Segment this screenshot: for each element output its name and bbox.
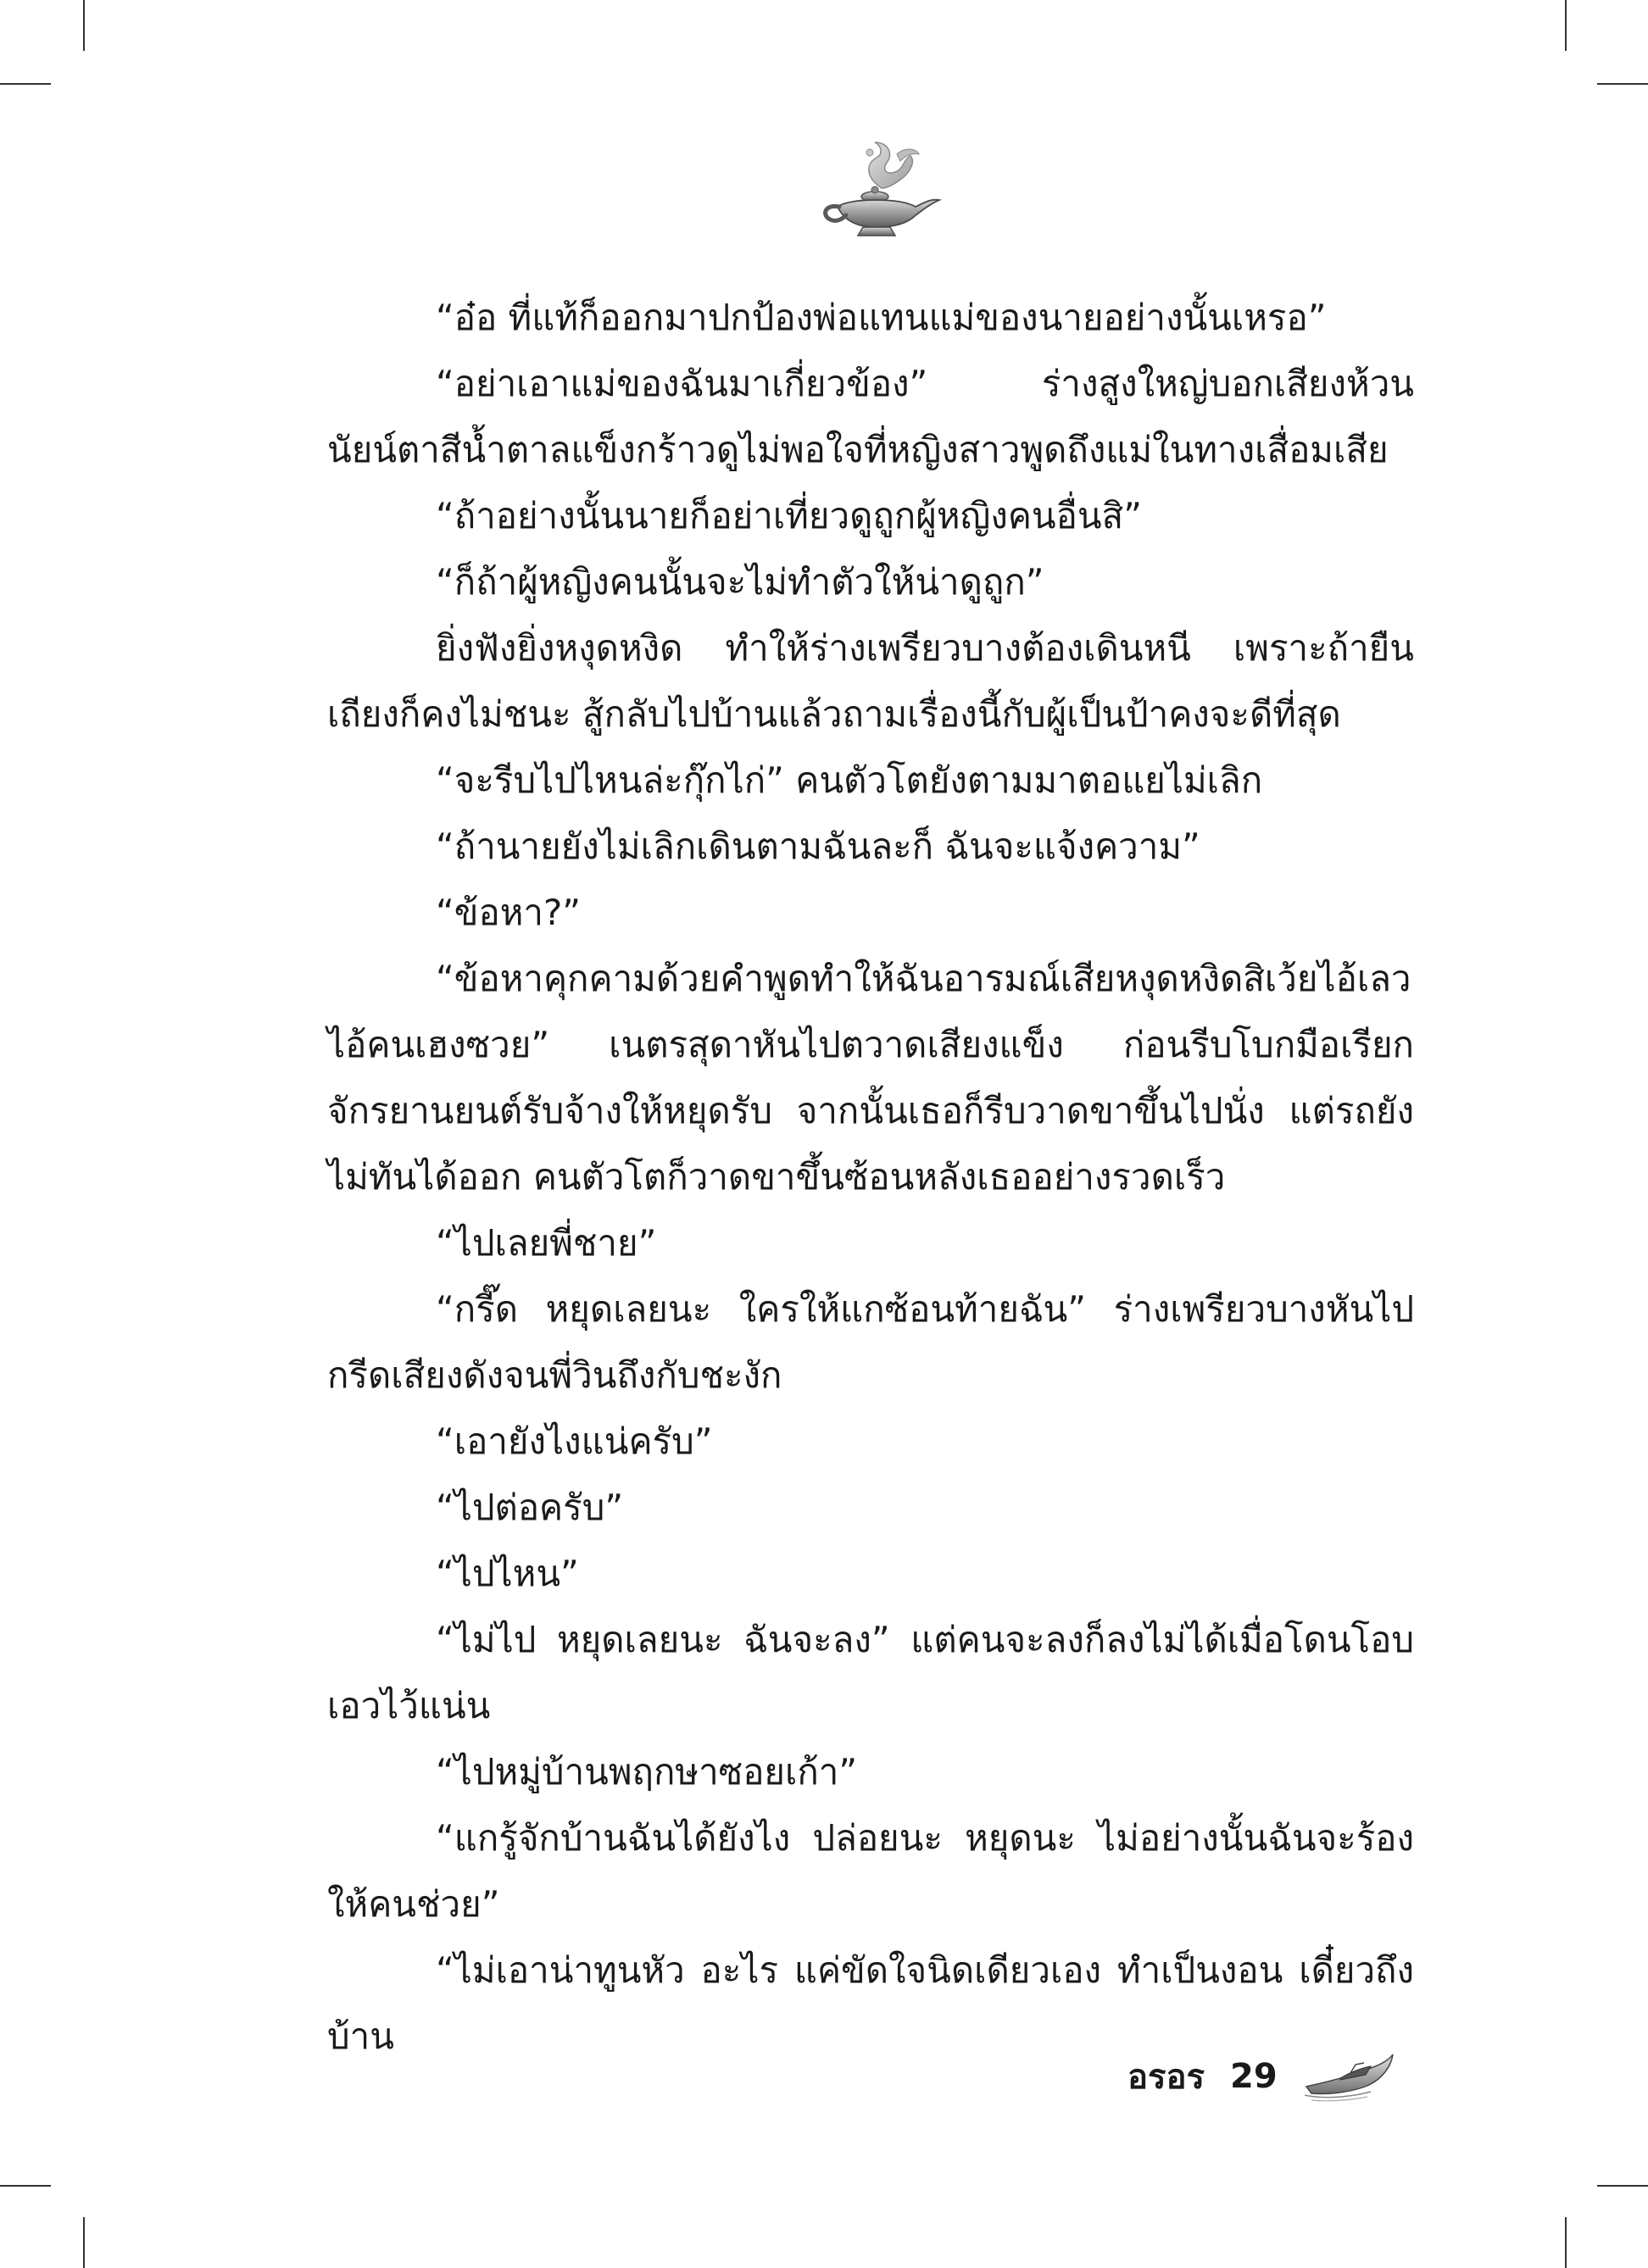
paragraph: “ไปเลยพี่ชาย”	[436, 1222, 657, 1264]
crop-mark-bottom-left	[83, 2217, 85, 2268]
paragraph: “ถ้าอย่างนั้นนายก็อย่าเที่ยวดูถูกผู้หญิงคนอื่นสิ”	[436, 495, 1142, 536]
page-number: 29	[1230, 2057, 1278, 2096]
paragraph: “ข้อหาคุกคามด้วยคำพูดทำให้ฉันอารมณ์เสียหงุดหงิดสิเว้ยไอ้เลวไอ้คนเฮงซวย” เนตรสุดาหันไปตวาดเสียงแข็ง ก่อนรีบโบกมือเรียกจักรยานยนต์รับจ้างให้หยุดรับ จากนั้นเธอก็รีบวาดขาขึ้นไปนั่ง แต่รถยังไม่ทันได้ออก คนตัวโตก็วาดขาขึ้นซ้อนหลังเธออย่างรวดเร็ว	[327, 958, 1414, 1198]
paragraph: “จะรีบไปไหนล่ะกุ๊กไก่” คนตัวโตยังตามมาตอแยไม่เลิก	[436, 759, 1263, 801]
crop-mark-top-right	[1565, 0, 1567, 51]
crop-mark-top-right-h	[1597, 83, 1648, 85]
paragraph: “ไม่ไป หยุดเลยนะ ฉันจะลง” แต่คนจะลงก็ลงไม่ได้เมื่อโดนโอบเอวไว้แน่น	[327, 1619, 1414, 1726]
paragraph: “ข้อหา?”	[436, 892, 582, 933]
paragraph: “ถ้านายยังไม่เลิกเดินตามฉันละก็ ฉันจะแจ้งความ”	[436, 825, 1200, 867]
author-name: อรอร	[1127, 2058, 1205, 2097]
paragraph: “อ๋อ ที่แท้ก็ออกมาปกป้องพ่อแทนแม่ของนายอย่างนั้นเหรอ”	[436, 297, 1327, 338]
crop-mark-top-left	[83, 0, 85, 51]
paragraph: “อย่าเอาแม่ของฉันมาเกี่ยวข้อง” ร่างสูงใหญ่บอกเสียงห้วน นัยน์ตาสีน้ำตาลแข็งกร้าวดูไม่พอใจที่หญิงสาวพูดถึงแม่ในทางเสื่อมเสีย	[327, 363, 1414, 470]
paragraph: “กรี๊ด หยุดเลยนะ ใครให้แกซ้อนท้ายฉัน” ร่างเพรียวบางหันไปกรีดเสียงดังจนพี่วินถึงกับชะงัก	[327, 1288, 1414, 1396]
paragraph: “เอายังไงแน่ครับ”	[436, 1420, 713, 1462]
crop-mark-bottom-left-h	[0, 2185, 51, 2187]
paragraph: “ก็ถ้าผู้หญิงคนนั้นจะไม่ทำตัวให้น่าดูถูก”	[436, 561, 1044, 603]
page-footer	[1127, 2049, 1396, 2104]
crop-mark-bottom-right	[1565, 2217, 1567, 2268]
magic-lamp-ornament-icon	[816, 136, 943, 242]
paragraph: “ไปหมู่บ้านพฤกษาซอยเก้า”	[436, 1751, 858, 1793]
paragraph: “ไปไหน”	[436, 1553, 579, 1594]
paragraph: ยิ่งฟังยิ่งหงุดหงิด ทำให้ร่างเพรียวบางต้องเดินหนี เพราะถ้ายืนเถียงก็คงไม่ชนะ สู้กลับไปบ้านแล้วถามเรื่องนี้กับผู้เป็นป้าคงจะดีที่สุด	[327, 627, 1414, 735]
paragraph: “แกรู้จักบ้านฉันได้ยังไง ปล่อยนะ หยุดนะ ไม่อย่างนั้นฉันจะร้องให้คนช่วย”	[327, 1817, 1414, 1925]
paragraph: “ไม่เอาน่าทูนหัว อะไร แค่ขัดใจนิดเดียวเอง ทำเป็นงอน เดี๋ยวถึงบ้าน	[327, 1949, 1414, 2057]
crop-mark-top-left-h	[0, 83, 51, 85]
paragraph: “ไปต่อครับ”	[436, 1487, 624, 1528]
body-text	[327, 285, 1414, 2070]
crop-mark-bottom-right-h	[1597, 2185, 1648, 2187]
speedboat-icon	[1303, 2049, 1396, 2104]
